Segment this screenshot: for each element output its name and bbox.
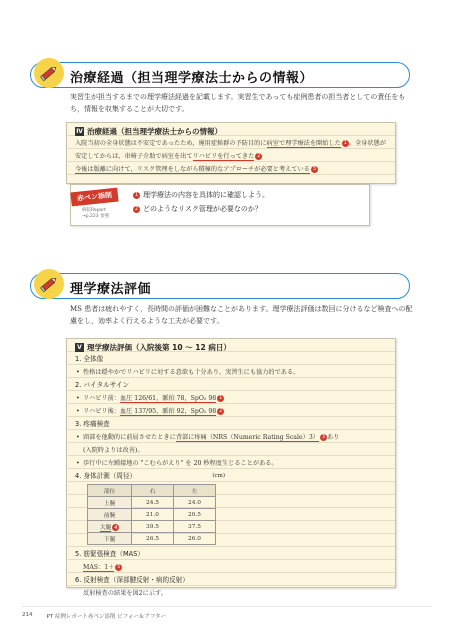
section-intro: MS 患者は疲れやすく，長時間の評価が困難なことがあります。理学療法評価は数回に分けるなど検査への配慮をし，効率よく行えるような工夫が必要です。 — [70, 305, 413, 325]
underlined-text: 病室で理学療法を開始した — [266, 140, 341, 147]
section-title: 理学療法評価 — [70, 282, 152, 297]
table-cell: 上腕 — [88, 497, 132, 509]
correction-mark: 1 — [343, 140, 347, 146]
eval-detail: • 歩行中に左踵接地の "こむらがえり" を 20 秒程度生じることがある。 — [75, 457, 387, 470]
table-cell — [88, 521, 132, 533]
question-text: どのようなリスク管理が必要なのか？ — [143, 205, 262, 213]
reference-note — [82, 208, 109, 220]
eval-item: 5. 筋緊張検査（MAS） — [75, 550, 144, 558]
report-note-box — [66, 122, 396, 184]
page-footer — [22, 612, 166, 620]
feedback-question — [133, 190, 269, 200]
table-row — [88, 497, 216, 509]
book-title: PT 症例レポート赤ペン添削 ビフォー＆アフター — [46, 614, 167, 620]
underlined-text: 大腿 — [99, 525, 112, 531]
pencil-icon — [38, 62, 60, 84]
note-paragraph — [75, 137, 387, 176]
table-header: 部位 — [88, 485, 132, 497]
note-heading — [75, 126, 387, 137]
pencil-icon — [38, 273, 60, 295]
note-heading-text: 理学療法評価（入院後第 10 ～ 12 病日） — [87, 343, 231, 352]
note-heading — [75, 342, 387, 353]
reference-line: 病院Report — [82, 208, 106, 213]
correction-mark: 3 — [312, 166, 316, 172]
girth-table — [87, 484, 216, 545]
eval-detail — [75, 561, 387, 574]
table-cell: 前腕 — [88, 509, 132, 521]
eval-item: 6. 反射検査（深部腱反射・病的反射） — [75, 576, 189, 584]
section-title: 治療経過（担当理学療法士からの情報） — [70, 71, 314, 86]
table-cell: 37.5 — [174, 521, 216, 533]
correction-mark: 4 — [114, 524, 118, 531]
unit-label: (cm) — [212, 473, 225, 479]
underlined-text: 血圧 137/95，脈拍 92，SpO₂ 98 — [119, 408, 217, 415]
underlined-text: 今後は版離に向けて，リスク管理をしながら積極的なアプローチが必要と考えている — [75, 166, 310, 173]
table-cell: 20.5 — [174, 509, 216, 521]
eval-label: リハビリ前： — [83, 395, 120, 402]
eval-detail — [75, 392, 387, 405]
table-cell: 21.0 — [132, 509, 174, 521]
red-pen-label: 赤ペン添削 — [70, 188, 118, 207]
eval-item: 1. 全体像 — [75, 355, 104, 363]
section-intro: 実習生が担当するまでの理学療法経過を記載します。実習生であっても症例患者の担当者としての責任をもち，情報を収集することが大切です。 — [70, 93, 406, 113]
table-row — [88, 509, 216, 521]
report-note-box — [66, 338, 396, 597]
table-cell: 39.5 — [132, 521, 174, 533]
pencil-badge — [34, 58, 64, 88]
section-number: Ⅳ — [76, 128, 83, 135]
feedback-question — [133, 204, 262, 214]
note-text: 入院当初の全身状態は不安定であったため，廃用症候群の予防目的に — [75, 140, 267, 147]
note-text: 。全身状態が安定してからは，車椅子介助で病室を出て — [75, 140, 386, 160]
eval-detail: 反射検査の結果を図2に示す。 — [83, 590, 167, 597]
underlined-text: 背部に疼痛（NRS（Numeric Rating Scale）3） — [175, 434, 319, 441]
reference-line: →p.223 参照 — [82, 214, 110, 219]
eval-item: 3. 疼痛検査 — [75, 420, 110, 428]
eval-text: (入院時よりは改善)。 — [83, 447, 144, 454]
question-number: 2 — [134, 206, 139, 212]
correction-mark: 1 — [219, 395, 223, 401]
page-number: 214 — [22, 612, 33, 618]
correction-mark: 2 — [219, 408, 223, 414]
footer-divider — [22, 606, 432, 607]
table-header-row — [88, 485, 216, 497]
section-number: Ⅴ — [75, 343, 84, 352]
pencil-badge — [34, 269, 64, 299]
underlined-text: リハビリを行ってきた — [192, 153, 255, 160]
correction-mark: 2 — [257, 153, 261, 159]
table-row — [88, 521, 216, 533]
correction-mark: 3 — [321, 434, 326, 440]
eval-item — [75, 470, 225, 483]
table-cell: 26.5 — [132, 533, 174, 545]
underlined-text: MAS：1＋ — [83, 564, 115, 571]
table-header: 右 — [132, 485, 174, 497]
eval-detail — [75, 431, 387, 457]
eval-text: 頸部を他動的に前屈させたときに — [83, 434, 176, 441]
correction-mark: 5 — [117, 564, 121, 570]
table-cell: 26.0 — [174, 533, 216, 545]
eval-item: 2. バイタルサイン — [75, 381, 130, 389]
note-heading-text: 治療経過（担当理学療法士からの情報） — [87, 127, 222, 136]
question-number: 1 — [134, 192, 139, 198]
table-cell: 24.5 — [132, 497, 174, 509]
eval-item-label: 4. 身体計測（周径） — [75, 472, 137, 480]
table-cell: 24.0 — [174, 497, 216, 509]
eval-label: リハビリ後： — [83, 408, 120, 415]
table-cell: 下腿 — [88, 533, 132, 545]
eval-detail: • 性格は穏やかでリハビリに対する意欲も十分あり，実習生にも協力的である。 — [75, 366, 387, 379]
table-header: 左 — [174, 485, 216, 497]
table-row — [88, 533, 216, 545]
eval-detail — [75, 405, 387, 418]
underlined-text: 血圧 126/61，脈拍 78，SpO₂ 98 — [119, 395, 217, 402]
eval-text: あり — [326, 434, 340, 441]
question-text: 理学療法の内容を具体的に確認しよう。 — [143, 191, 269, 199]
